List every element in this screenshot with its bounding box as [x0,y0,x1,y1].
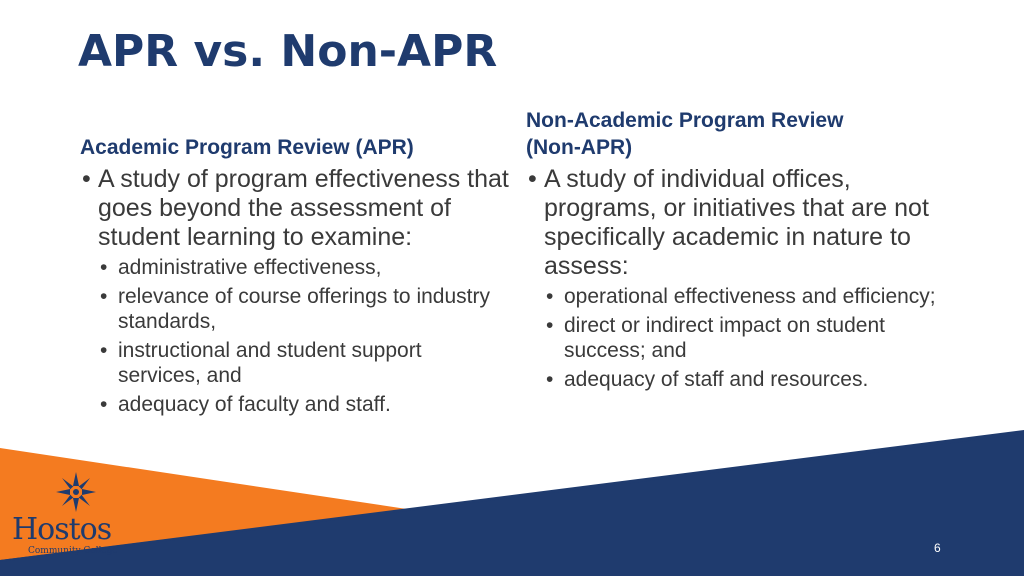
apr-main-point: • A study of program effectiveness that goes beyond the assessment of student learning to examine: • administrative effectiveness, • relevance of course offerings to industry standards, • instructional and student support services, and • adequacy of faculty and staff. [82,165,509,416]
bullet-icon: • [100,285,108,308]
logo-wordmark: Hostos [12,512,112,547]
page-title: APR vs. Non-APR [78,26,498,77]
non-apr-sub-list [544,284,966,392]
apr-sub-list [98,255,510,417]
bullet-icon: • [82,165,91,193]
bullet-icon: • [100,393,108,416]
list-item: • relevance of course offerings to industry standards, [100,285,490,333]
bullet-icon: • [100,339,108,362]
list-item: • direct or indirect impact on student success; and [546,314,885,362]
non-apr-main-point: • A study of individual offices, programs, or initiatives that are not specifically academic in nature to assess: • operational effectiveness and efficiency; • direct or indirect impact on student success; and • adequacy of staff and resources. [526,165,966,392]
list-item: • administrative effectiveness, [100,256,382,279]
apr-list [80,165,510,417]
list-item: • instructional and student support services, and [100,339,422,387]
list-item: • adequacy of faculty and staff. [100,393,391,416]
bullet-icon: • [100,256,108,279]
logo-subtitle: Community College [28,546,118,556]
non-apr-column [526,107,966,396]
non-apr-heading: Non-Academic Program Review (Non-APR) [526,109,844,159]
bullet-icon: • [546,368,554,391]
list-item: • adequacy of staff and resources. [546,368,869,391]
bullet-icon: • [546,314,554,337]
apr-heading: Academic Program Review (APR) [80,136,414,159]
bullet-icon: • [546,285,554,308]
non-apr-list [526,165,966,392]
page-number: 6 [934,541,941,555]
bullet-icon: • [528,165,537,193]
list-item: • operational effectiveness and efficiency; [546,285,936,308]
apr-column [80,134,510,421]
